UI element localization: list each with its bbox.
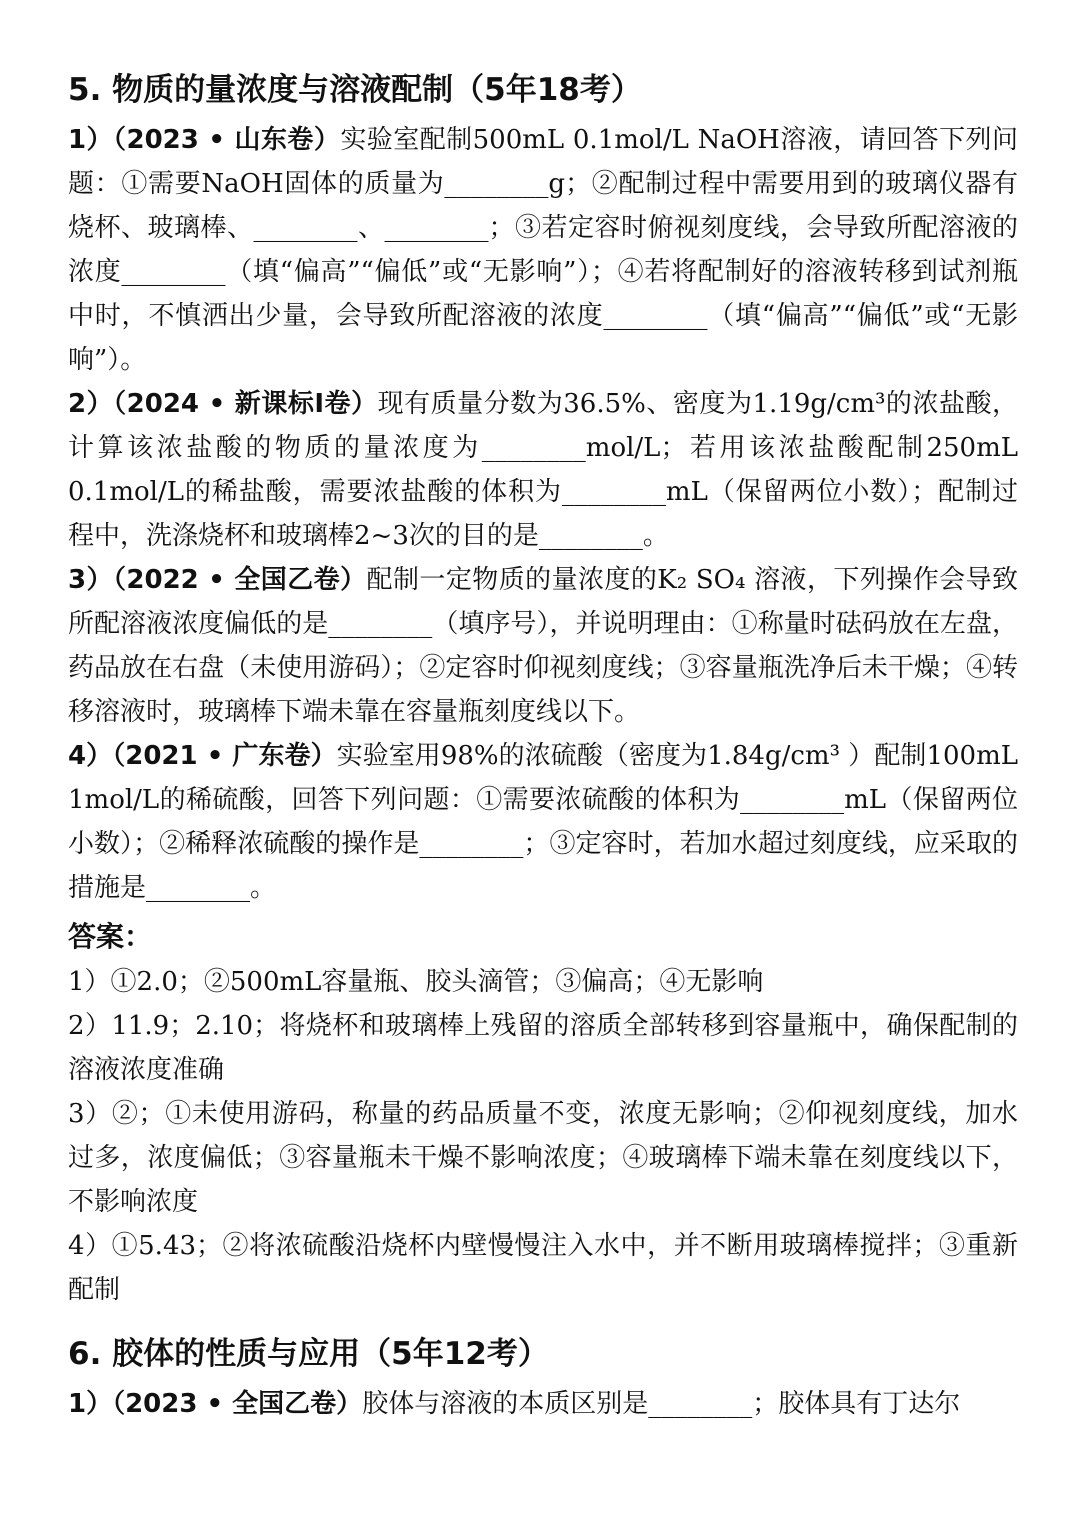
answer-5-2: 2）11.9；2.10；将烧杯和玻璃棒上残留的溶质全部转移到容量瓶中，确保配制的溶液浓度准确 bbox=[68, 1011, 1018, 1085]
document-page bbox=[68, 62, 1018, 1426]
answers-title: 答案： bbox=[68, 920, 153, 953]
question-5-3-number: 3） bbox=[68, 565, 113, 595]
question-5-1 bbox=[68, 118, 1018, 382]
question-5-1-text: 实验室配制500mL 0.1mol/L NaOH溶液，请回答下列问题：①需要NaOH固体的质量为________g；②配制过程中需要用到的玻璃仪器有烧杯、玻璃棒、________、________；③若定容时俯视刻度线，会导致所配溶液的浓度________（填“偏高”“偏低”或“无影响”）；④若将配制好的溶液转移到试剂瓶中时，不慎洒出少量，会导致所配溶液的浓度________（填“偏高”“偏低”或“无影响”）。 bbox=[68, 125, 1018, 375]
answer-5-4: 4）①5.43；②将浓硫酸沿烧杯内壁慢慢注入水中，并不断用玻璃棒搅拌；③重新配制 bbox=[68, 1231, 1018, 1305]
section-5-title: 5. 物质的量浓度与溶液配制（5年18考） bbox=[68, 72, 642, 108]
question-5-2-source: （2024 • 新课标Ⅰ卷） bbox=[113, 389, 378, 419]
answer-5-3: 3）②；①未使用游码，称量的药品质量不变，浓度无影响；②仰视刻度线，加水过多，浓度偏低；③容量瓶未干燥不影响浓度；④玻璃棒下端未靠在刻度线以下，不影响浓度 bbox=[68, 1099, 1018, 1217]
question-5-3 bbox=[68, 558, 1018, 734]
question-5-4-number: 4） bbox=[68, 741, 113, 771]
question-5-2 bbox=[68, 382, 1018, 558]
question-5-4 bbox=[68, 734, 1018, 910]
question-6-1-text: 胶体与溶液的本质区别是________；胶体具有丁达尔 bbox=[362, 1389, 961, 1419]
question-5-2-text: 现有质量分数为36.5%、密度为1.19g/cm³的浓盐酸，计算该浓盐酸的物质的量浓度为________mol/L；若用该浓盐酸配制250mL 0.1mol/L的稀盐酸，需要浓盐酸的体积为________mL（保留两位小数）；配制过程中，洗涤烧杯和玻璃棒2~3次的目的是________。 bbox=[68, 389, 1019, 551]
question-5-1-number: 1） bbox=[68, 125, 114, 155]
question-6-1-number: 1） bbox=[68, 1389, 113, 1419]
question-6-1 bbox=[68, 1382, 1018, 1426]
question-5-4-text: 实验室用98%的浓硫酸（密度为1.84g/cm³ ）配制100mL 1mol/L的稀硫酸，回答下列问题：①需要浓硫酸的体积为________mL（保留两位小数）；②稀释浓硫酸的操作是________；③定容时，若加水超过刻度线，应采取的措施是________。 bbox=[68, 741, 1019, 903]
question-5-3-source: （2022 • 全国乙卷） bbox=[112, 565, 367, 595]
question-5-3-text: 配制一定物质的量浓度的K₂ SO₄ 溶液，下列操作会导致所配溶液浓度偏低的是________（填序号），并说明理由：①称量时砝码放在左盘，药品放在右盘（未使用游码）；②定容时仰视刻度线；③容量瓶洗净后未干燥；④转移溶液时，玻璃棒下端未靠在容量瓶刻度线以下。 bbox=[68, 565, 1018, 727]
answer-5-1: 1）①2.0；②500mL容量瓶、胶头滴管；③偏高；④无影响 bbox=[68, 967, 764, 997]
question-5-1-source: （2023 • 山东卷） bbox=[113, 125, 341, 155]
question-6-1-source: （2023 • 全国乙卷） bbox=[112, 1389, 363, 1419]
section-6-title: 6. 胶体的性质与应用（5年12考） bbox=[68, 1336, 549, 1372]
question-5-2-number: 2） bbox=[68, 389, 114, 419]
question-5-4-source: （2021 • 广东卷） bbox=[112, 741, 337, 771]
